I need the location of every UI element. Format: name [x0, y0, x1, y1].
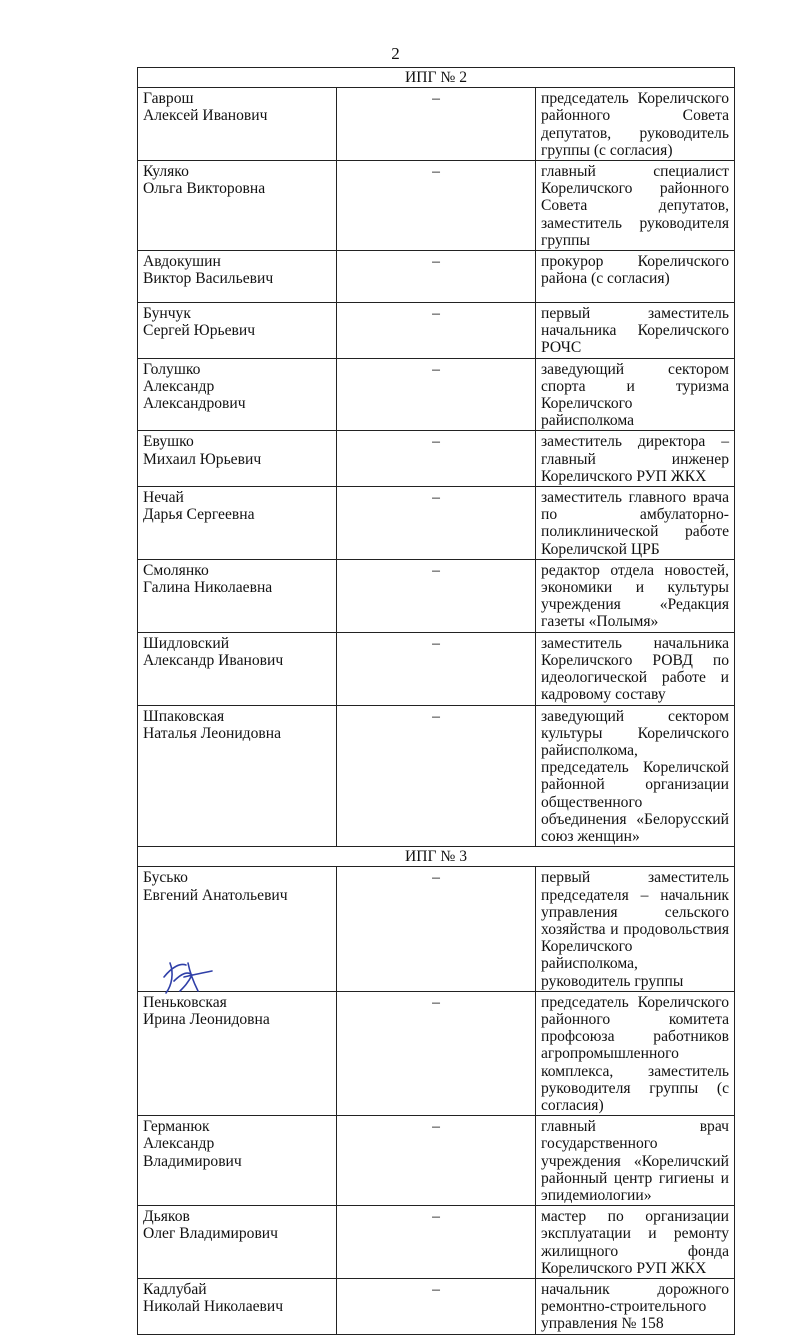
member-row	[138, 303, 735, 359]
member-name	[138, 358, 337, 431]
dash-separator: –	[337, 487, 536, 560]
member-name-line: Голушко	[143, 360, 201, 378]
member-name	[138, 705, 337, 847]
member-name-line: Евгений Анатольевич	[143, 886, 288, 904]
member-name-line: Виктор Васильевич	[143, 270, 274, 288]
member-row	[138, 632, 735, 705]
dash-separator: –	[337, 705, 536, 847]
member-name-line: Александр	[143, 377, 215, 395]
member-name-line: Гаврош	[143, 90, 194, 108]
member-row	[138, 705, 735, 847]
member-name	[138, 431, 337, 487]
group-title: ИПГ № 3	[138, 847, 735, 867]
member-name-line: Шпаковская	[143, 707, 225, 725]
member-name-line: Дарья Сергеевна	[143, 506, 255, 524]
member-name-line: Александрович	[143, 395, 246, 413]
member-row	[138, 251, 735, 303]
member-name-line: Бунчук	[143, 305, 191, 323]
member-position: первый заместитель начальника Кореличского РОЧС	[536, 303, 735, 359]
member-name	[138, 487, 337, 560]
member-name	[138, 1206, 337, 1279]
dash-separator: –	[337, 431, 536, 487]
member-position: редактор отдела новостей, экономики и культуры учреждения «Редакция газеты «Полымя»	[536, 559, 735, 632]
member-name-line: Михаил Юрьевич	[143, 450, 262, 468]
commission-roster-table	[137, 67, 735, 1335]
member-row	[138, 431, 735, 487]
member-name	[138, 1116, 337, 1206]
member-position: заведующий сектором культуры Кореличского райисполкома, председатель Кореличской районной организации общественного объединения «Белорусский союз женщин»	[536, 705, 735, 847]
member-name	[138, 303, 337, 359]
member-position: главный специалист Кореличского районного Совета депутатов, заместитель руководителя группы	[536, 161, 735, 251]
member-name-line: Николай Николаевич	[143, 1298, 284, 1316]
member-row	[138, 358, 735, 431]
member-name	[138, 991, 337, 1115]
dash-separator: –	[337, 358, 536, 431]
group-title: ИПГ № 2	[138, 68, 735, 88]
dash-separator: –	[337, 161, 536, 251]
member-position: мастер по организации эксплуатации и ремонту жилищного фонда Кореличского РУП ЖКХ	[536, 1206, 735, 1279]
member-row	[138, 161, 735, 251]
member-name-line: Александр Иванович	[143, 651, 284, 669]
member-name	[138, 251, 337, 303]
group-header-row	[138, 68, 735, 88]
member-name-line: Олег Владимирович	[143, 1225, 278, 1243]
member-position: заместитель главного врача по амбулаторно-поликлинической работе Кореличской ЦРБ	[536, 487, 735, 560]
dash-separator: –	[337, 303, 536, 359]
member-position: прокурор Кореличского района (с согласия)	[536, 251, 735, 303]
member-row	[138, 991, 735, 1115]
dash-separator: –	[337, 1116, 536, 1206]
dash-separator: –	[337, 991, 536, 1115]
member-name-line: Ирина Леонидовна	[143, 1010, 270, 1028]
member-name-line: Наталья Леонидовна	[143, 724, 282, 742]
dash-separator: –	[337, 867, 536, 991]
member-position: заместитель директора – главный инженер Кореличского РУП ЖКХ	[536, 431, 735, 487]
member-row	[138, 1279, 735, 1335]
member-row	[138, 1116, 735, 1206]
member-name-line: Авдокушин	[143, 253, 221, 271]
member-name-line: Кадлубай	[143, 1281, 207, 1298]
member-name-line: Шидловский	[143, 634, 230, 652]
member-row	[138, 1206, 735, 1279]
member-name	[138, 632, 337, 705]
member-name	[138, 161, 337, 251]
member-name-line: Галина Николаевна	[143, 579, 273, 597]
member-name-line: Владимирович	[143, 1152, 242, 1170]
member-name-line: Алексей Иванович	[143, 107, 268, 125]
member-name-line: Германюк	[143, 1118, 210, 1136]
member-name-line: Ольга Викторовна	[143, 180, 266, 198]
page-number: 2	[391, 44, 400, 63]
member-position: начальник дорожного ремонтно-строительного управления № 158	[536, 1279, 735, 1335]
member-name-line: Куляко	[143, 163, 189, 181]
dash-separator: –	[337, 251, 536, 303]
member-position: председатель Кореличского районного Совета депутатов, руководитель группы (с согласия)	[536, 88, 735, 161]
member-position: председатель Кореличского районного комитета профсоюза работников агропромышленного комплекса, заместитель руководителя группы (с согласия)	[536, 991, 735, 1115]
member-name-line: Нечай	[143, 489, 184, 507]
handwritten-signature-icon	[158, 955, 216, 997]
dash-separator: –	[337, 88, 536, 161]
member-name	[138, 559, 337, 632]
member-row	[138, 559, 735, 632]
member-name-line: Смолянко	[143, 561, 209, 579]
member-name-line: Евушко	[143, 433, 194, 451]
member-name-line: Александр	[143, 1135, 215, 1153]
member-position: главный врач государственного учреждения «Кореличский районный центр гигиены и эпидемиологии»	[536, 1116, 735, 1206]
member-position: заместитель начальника Кореличского РОВД по идеологической работе и кадровому составу	[536, 632, 735, 705]
member-row	[138, 487, 735, 560]
roster-body	[138, 68, 735, 1335]
group-header-row	[138, 847, 735, 867]
dash-separator: –	[337, 1206, 536, 1279]
dash-separator: –	[337, 559, 536, 632]
member-position: заведующий сектором спорта и туризма Кореличского райисполкома	[536, 358, 735, 431]
member-name	[138, 88, 337, 161]
member-name-line: Пеньковская	[143, 993, 227, 1011]
dash-separator: –	[337, 632, 536, 705]
member-name-line: Бусько	[143, 869, 188, 887]
member-row	[138, 88, 735, 161]
dash-separator: –	[337, 1279, 536, 1335]
member-name-line: Дьяков	[143, 1208, 190, 1226]
member-name	[138, 1279, 337, 1335]
member-position: первый заместитель председателя – начальник управления сельского хозяйства и продовольствия Кореличского райисполкома, руководитель группы	[536, 867, 735, 991]
member-row	[138, 867, 735, 991]
member-name-line: Сергей Юрьевич	[143, 322, 256, 340]
